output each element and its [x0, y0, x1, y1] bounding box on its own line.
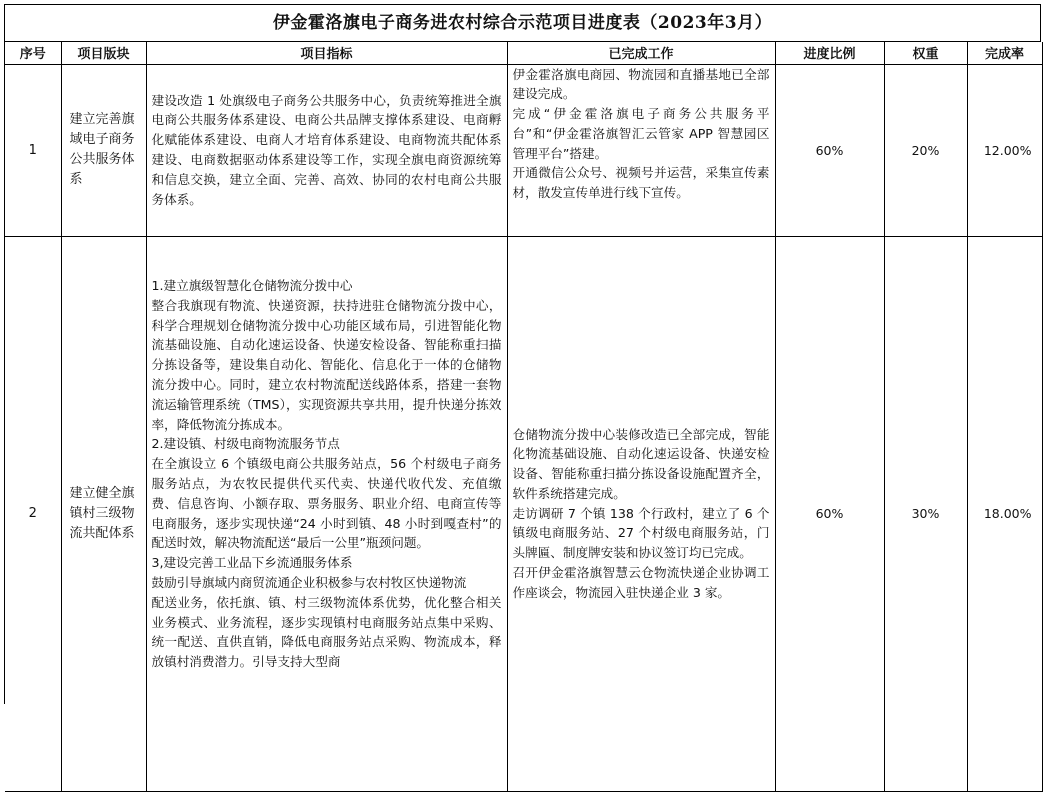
cell-progress: 60% [775, 236, 884, 791]
cell-rate: 18.00% [967, 236, 1042, 791]
cell-block: 建立健全旗镇村三级物流共配体系 [61, 236, 146, 791]
table-row [5, 236, 1042, 791]
sheet-title: 伊金霍洛旗电子商务进农村综合示范项目进度表（2023年3月） [5, 5, 1041, 42]
header-completed: 已完成工作 [507, 42, 775, 64]
header-rate: 完成率 [967, 42, 1042, 64]
header-block: 项目版块 [61, 42, 146, 64]
cell-indicator [146, 236, 507, 791]
cell-weight: 30% [884, 236, 967, 791]
cell-completed: 伊金霍洛旗电商园、物流园和直播基地已全部建设完成。 完成“伊金霍洛旗电子商务公共服务平台”和“伊金霍洛旗智汇云管家 APP 智慧园区管理平台”搭建。 开通微信公众号、视频号并运营，采集宣传素材，散发宣传单进行线下宣传。 [507, 64, 775, 236]
cell-seq: 2 [5, 236, 61, 791]
header-weight: 权重 [884, 42, 967, 64]
cell-indicator: 建设改造 1 处旗级电子商务公共服务中心，负责统筹推进全旗电商公共服务体系建设、电商公共品牌支撑体系建设、电商孵化赋能体系建设、电商人才培育体系建设、电商物流共配体系建设、电商数据驱动体系建设等工作，实现全旗电商资源统筹和信息交换，建立全面、完善、高效、协同的农村电商公共服务体系。 [146, 64, 507, 236]
header-seq: 序号 [5, 42, 61, 64]
header-indicator: 项目指标 [146, 42, 507, 64]
cell-seq: 1 [5, 64, 61, 236]
cell-block: 建立完善旗域电子商务公共服务体系 [61, 64, 146, 236]
cell-weight: 20% [884, 64, 967, 236]
cell-progress: 60% [775, 64, 884, 236]
header-row [5, 42, 1042, 64]
table-row [5, 64, 1042, 236]
cell-indicator-text: 1.建立旗级智慧化仓储物流分拨中心 整合我旗现有物流、快递资源，扶持进驻仓储物流分拨中心，科学合理规划仓储物流分拨中心功能区域布局，引进智能化物流基础设施、自动化速运设备、快递安检设备、智能称重扫描分拣设备等，建设集自动化、智能化、信息化于一体的仓储物流分拨中心。同时，建立农村物流配送线路体系，搭建一套物流运输管理系统（TMS），实现资源共享共用，提升快递分拣效率，降低物流分拣成本。 2.建设镇、村级电商物流服务节点 在全旗设立 6 个镇级电商公共服务站点，56 个村级电子商务服务站点，为农牧民提供代买代卖、快递代收代发、充值缴费、信息咨询、小额存取、票务服务、职业介绍、电商宣传等电商服务，逐步实现快递“24 小时到镇、48 小时到嘎查村”的配送时效，解决物流配送“最后一公里”瓶颈问题。 3,建设完善工业品下乡流通服务体系 鼓励引导旗域内商贸流通企业积极参与农村牧区快递物流 配送业务，依托旗、镇、村三级物流体系优势，优化整合相关业务模式、业务流程，逐步实现镇村电商服务站点集中采购、统一配送、直供直销，降低电商服务站点采购、物流成本，释放镇村消费潜力。引导支持大型商 [151, 278, 502, 670]
cell-rate: 12.00% [967, 64, 1042, 236]
progress-table [5, 42, 1043, 792]
header-progress: 进度比例 [775, 42, 884, 64]
cell-completed: 仓储物流分拨中心装修改造已全部完成，智能化物流基础设施、自动化速运设备、快递安检设备、智能称重扫描分拣设备设施配置齐全，软件系统搭建完成。 走访调研 7 个镇 138 个行政村，建立了 6 个镇级电商服务站、27 个村级电商服务站，门头牌匾、制度牌安装和协议签订均已完成。 召开伊金霍洛旗智慧云仓物流快递企业协调工作座谈会，物流园入驻快递企业 3 家。 [507, 236, 775, 791]
progress-sheet [4, 4, 1041, 704]
